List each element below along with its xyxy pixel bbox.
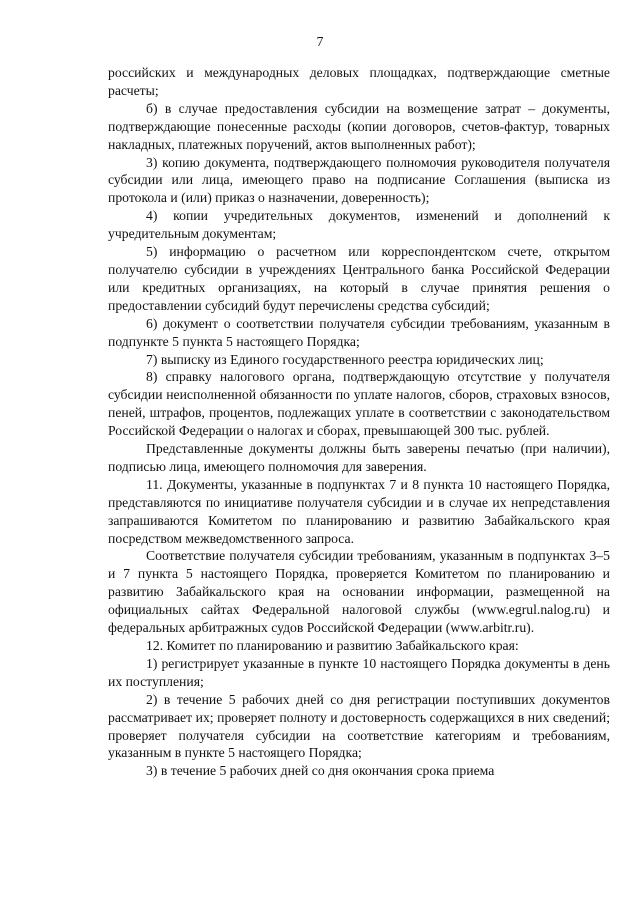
- paragraph: 4) копии учредительных документов, изменений и дополнений к учредительным документам;: [108, 208, 610, 242]
- paragraph: 7) выписку из Единого государственного реестра юридических лиц;: [146, 351, 544, 367]
- paragraph: 3) в течение 5 рабочих дней со дня окончания срока приема: [146, 763, 495, 779]
- paragraph: 2) в течение 5 рабочих дней со дня регистрации поступивших документов рассматривает их; проверяет полноту и достоверность содержащихся в них сведений; проверяет получателя субсидии на соответствие категориям и требованиям, указанным в пункте 5 настоящего Порядка;: [108, 691, 610, 761]
- paragraph: 3) копию документа, подтверждающего полномочия руководителя получателя субсидии или лица, имеющего право на подписание Соглашения (выписка из протокола и (или) приказ о назначении, доверенность);: [108, 154, 610, 206]
- paragraph: 12. Комитет по планированию и развитию Забайкальского края:: [146, 638, 519, 653]
- page-number: 7: [316, 34, 324, 49]
- document-body: [108, 64, 610, 780]
- paragraph: б) в случае предоставления субсидии на возмещение затрат – документы, подтверждающие понесенные расходы (копии договоров, счетов-фактур, товарных накладных, платежных поручений, актов выполненных работ);: [108, 100, 610, 152]
- paragraph: Соответствие получателя субсидии требованиям, указанным в подпунктах 3–5 и 7 пункта 5 настоящего Порядка, проверяется Комитетом по планированию и развитию Забайкальского края на основании информации, размещенной на официальных сайтах Федеральной налоговой службы (www.egrul.nalog.ru) и федеральных арбитражных судов Российской Федерации (www.arbitr.ru).: [108, 548, 610, 636]
- paragraph: 6) документ о соответствии получателя субсидии требованиям, указанным в подпункте 5 пункта 5 настоящего Порядка;: [108, 315, 610, 349]
- paragraph: российских и международных деловых площадках, подтверждающие сметные расчеты;: [108, 65, 610, 98]
- paragraph: 5) информацию о расчетном или корреспондентском счете, открытом получателю субсидии в учреждениях Центрального банка Российской Федерации или кредитных организациях, на который в случае принятия решения о предоставлении субсидий будут перечислены средства субсидий;: [108, 244, 610, 313]
- paragraph: 8) справку налогового органа, подтверждающую отсутствие у получателя субсидии неисполненной обязанности по уплате налогов, сборов, страховых взносов, пеней, штрафов, процентов, подлежащих уплате в соответствии с законодательством Российской Федерации о налогах и сборах, превышающей 300 тыс. рублей.: [108, 369, 610, 439]
- paragraph: 11. Документы, указанные в подпунктах 7 и 8 пункта 10 настоящего Порядка, представляются по инициативе получателя субсидии и в случае их непредставления запрашиваются Комитетом по планированию и развитию Забайкальского края посредством межведомственного запроса.: [108, 476, 610, 546]
- paragraph: Представленные документы должны быть заверены печатью (при наличии), подписью лица, имеющего полномочия для заверения.: [108, 441, 610, 474]
- paragraph: 1) регистрирует указанные в пункте 10 настоящего Порядка документы в день их поступления;: [108, 655, 610, 689]
